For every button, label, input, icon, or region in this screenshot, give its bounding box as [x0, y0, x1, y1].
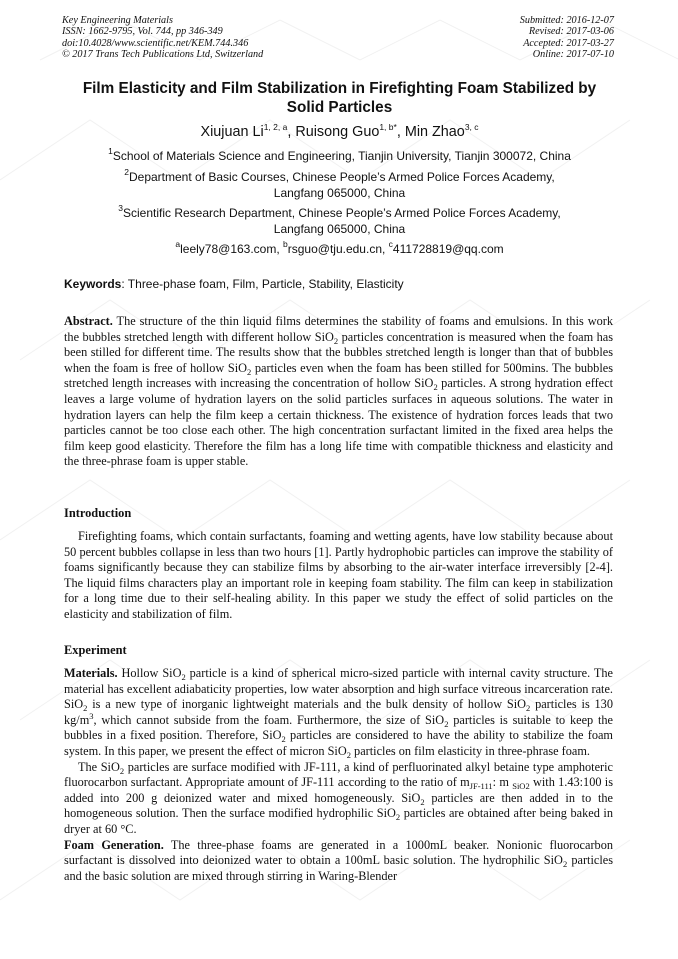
abstract-text: The structure of the thin liquid films determines the stability of foams and emulsions. In this work the bubbles stretched length with different hollow SiO — [64, 314, 613, 344]
foam-generation-label: Foam Generation. — [64, 837, 164, 852]
journal-name: Key Engineering Materials — [62, 15, 173, 26]
paragraph-text: particles are surface modified with JF-111, a kind of perfluorinated alkyl betaine type amphoteric fluorocarbon surfactant. Appropriate amount of JF-111 according to the ratio of m — [64, 759, 614, 790]
abstract-text: particles. A strong hydration effect leaves a large volume of hydration layers on the solid particles surfaces in aqueous solutions. The water in hydration layers can help the film keep a certain thickness. The existence of hydration forces leads that two particles cannot be too close each other. The high concentration surfactant limited in the fixed area helps the film keep good elasticity. Therefore the film has a long life time with compatible thickness and elasticity and the three-phrase foam is upper stable. — [64, 376, 613, 469]
abstract — [64, 314, 613, 470]
subscript: 2 — [247, 366, 252, 377]
journal-info — [62, 15, 263, 61]
copyright: © 2017 Trans Tech Publications Ltd, Switzerland — [62, 49, 264, 61]
separator: , — [396, 124, 405, 140]
materials-label: Materials. — [64, 666, 118, 680]
affiliation-text: Langfang 065000, China — [273, 221, 406, 236]
modification-paragraph — [64, 760, 613, 838]
author-3-sup: 3, c — [464, 122, 479, 132]
subscript: 2 — [444, 718, 449, 729]
paper-title — [62, 79, 617, 117]
separator: , — [287, 124, 296, 140]
email-marker: a — [175, 239, 181, 249]
issn: ISSN: 1662-9795, Vol. 744, pp 346-349 — [62, 26, 223, 38]
paragraph-text: particles on film elasticity in three-phrase foam. — [350, 743, 590, 758]
affiliation-text: Langfang 065000, China — [273, 185, 406, 200]
subscript: 2 — [119, 765, 125, 776]
author-emails — [62, 239, 617, 256]
title-line-1: Film Elasticity and Film Stabilization in Firefighting Foam Stabilized by — [82, 80, 597, 97]
title-line-2: Solid Particles — [286, 99, 393, 116]
paragraph-text: particles are obtained after being baked in dryer at 60 °C. — [64, 806, 613, 836]
experiment-body — [64, 666, 613, 884]
paragraph-text: particles are considered to have the ability to stabilize the foam system. In this paper, we present the effect of micron SiO — [64, 728, 613, 758]
affiliation-2 — [62, 167, 617, 201]
subscript: 2 — [83, 703, 88, 714]
email-3: 411728819@qq.com — [392, 242, 504, 256]
paragraph-text: , which cannot subside from the foam. Furthermore, the size of SiO — [93, 712, 445, 727]
affiliation-text: Department of Basic Courses, Chinese People’s Armed Police Forces Academy, — [128, 170, 555, 184]
affiliation-3 — [62, 203, 617, 237]
email-2: rsguo@tju.edu.cn, — [287, 242, 389, 256]
paragraph-text: Hollow SiO — [117, 666, 182, 680]
affiliation-number: 3 — [118, 203, 123, 213]
subscript: 2 — [562, 859, 568, 870]
author-list — [62, 124, 617, 140]
subscript: 2 — [181, 672, 186, 682]
subscript: 2 — [333, 335, 339, 346]
paragraph-text: particles and the basic solution are mixed through stirring in Waring-Blender — [64, 853, 614, 883]
doi: doi:10.4028/www.scientific.net/KEM.744.346 — [62, 37, 249, 49]
affiliation-text: School of Materials Science and Engineering, Tianjin University, Tianjin 300072, China — [112, 149, 571, 163]
superscript: 3 — [89, 710, 94, 721]
publication-dates — [520, 15, 614, 61]
subscript: 2 — [395, 812, 401, 823]
online-date: Online: 2017-07-10 — [532, 49, 614, 61]
subscript: SiO2 — [512, 781, 530, 792]
paragraph-text: The SiO — [78, 759, 120, 774]
revised-date: Revised: 2017-03-06 — [528, 26, 614, 38]
affiliation-number: 1 — [108, 146, 113, 156]
introduction-body — [64, 529, 613, 623]
paragraph-text: particles is 130 kg/m — [64, 697, 613, 727]
keywords-label: Keywords — [64, 277, 122, 291]
paragraph-text: with 1.43:100 is added into 200 g deionized water and mixed homogeneously. SiO — [64, 775, 613, 805]
author-2: Ruisong Guo — [295, 124, 380, 140]
email-marker: c — [388, 239, 393, 249]
subscript: 2 — [526, 703, 531, 714]
subscript: 2 — [346, 749, 351, 760]
introduction-paragraph: Firefighting foams, which contain surfactants, foaming and wetting agents, have low stability because about 50 percent bubbles collapse in less than two hours [1]. Partly hydrophobic particles can improve the stability of foams significantly because they can stabilize films by absorbing to the air-water interface irreversibly [2-4]. The liquid films characters play an important role in keeping foam stability. The film can keep in stabilization for a long time due to their self-healing ability. In this paper we study the effect of solid particles on the elasticity and stabilization of film. — [64, 529, 613, 621]
paragraph-text: : m — [492, 775, 513, 790]
subscript: JF-111 — [469, 781, 493, 792]
section-heading-experiment: Experiment — [64, 643, 127, 657]
keywords-text: : Three-phase foam, Film, Particle, Stability, Elasticity — [121, 277, 404, 291]
abstract-text: particles even when the foam has been stilled for 500mins. The bubbles stretched length increases with increasing the concentration of hollow SiO — [64, 360, 613, 391]
email-1: leely78@163.com, — [180, 242, 284, 256]
paragraph-text: The three-phase foams are generated in a 1000mL beaker. Nonionic fluorocarbon surfactant is dissolved into deionized water to obtain a 100mL basic solution. The hydrophilic SiO — [64, 837, 613, 868]
paragraph-text: particles is suitable to keep the bubbles in a fixed position. Therefore, SiO — [64, 712, 613, 743]
page-header — [62, 15, 614, 61]
author-2-sup: 1, b* — [379, 122, 397, 132]
subscript: 2 — [433, 382, 438, 393]
subscript: 2 — [420, 796, 425, 807]
affiliation-text: Scientific Research Department, Chinese People’s Armed Police Forces Academy, — [122, 206, 561, 220]
abstract-label: Abstract. — [64, 314, 113, 328]
author-3: Min Zhao — [404, 124, 465, 140]
affiliation-number: 2 — [124, 167, 129, 177]
section-heading-introduction: Introduction — [64, 506, 132, 520]
email-marker: b — [283, 239, 288, 249]
author-1-sup: 1, 2, a — [263, 122, 288, 132]
keywords — [64, 277, 404, 291]
paragraph-text: particle is a kind of spherical micro-sized particle with internal cavity structure. The material has excellent adiabaticity properties, low water absorption and high surface vitreous incarceration rate. SiO — [64, 666, 613, 712]
materials-paragraph — [64, 666, 613, 760]
subscript: 2 — [281, 734, 286, 745]
paragraph-text: is a new type of inorganic lightweight materials and the bulk density of hollow SiO — [87, 697, 527, 712]
author-1: Xiujuan Li — [200, 124, 264, 140]
foam-generation-paragraph — [64, 838, 613, 885]
paragraph-text: particles are then added in to the homogeneous solution. Then the surface modified hydrophilic SiO — [64, 790, 613, 821]
affiliation-1 — [62, 146, 617, 165]
abstract-text: particles concentration is measured when the foam has been stilled for different time. The results show that the bubbles stretched length is longer than that of bubbles when the foam is free of hollow SiO — [64, 329, 613, 375]
accepted-date: Accepted: 2017-03-27 — [523, 37, 614, 49]
submitted-date: Submitted: 2016-12-07 — [519, 15, 614, 26]
